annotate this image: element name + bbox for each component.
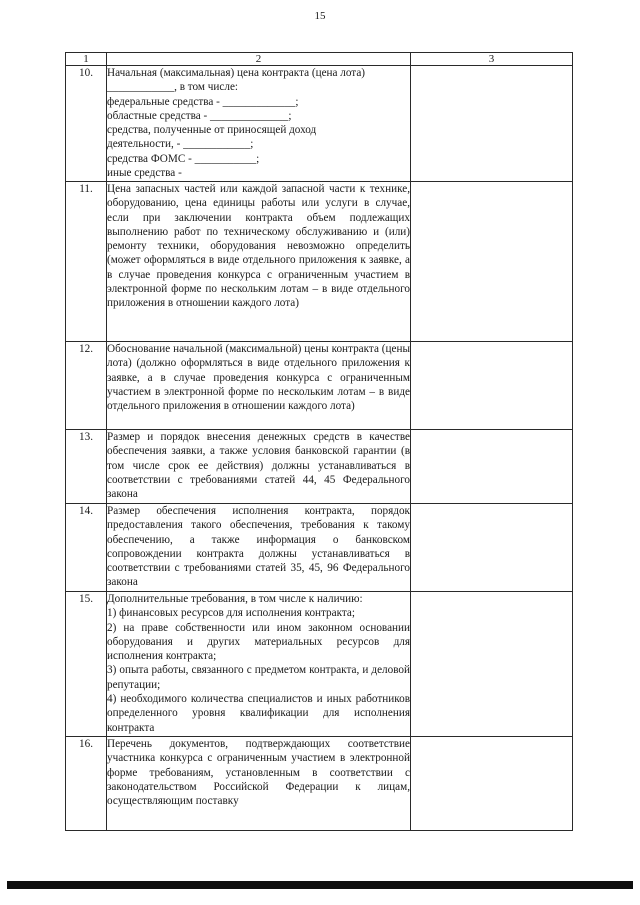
description-paragraph: 1) финансовых ресурсов для исполнения контракта; xyxy=(107,607,355,620)
table-row xyxy=(66,737,573,831)
description-paragraph: 2) на праве собственности или ином законном основании оборудования и других материальных ресурсов для исполнения контракта; xyxy=(107,621,410,663)
row-number: 11. xyxy=(66,182,107,342)
description-paragraph: 4) необходимого количества специалистов и иных работников определенного уровня квалификации для исполнения контракта xyxy=(107,693,410,734)
table-row xyxy=(66,182,573,342)
page-bottom-border xyxy=(7,881,633,889)
row-description: Размер и порядок внесения денежных средств в качестве обеспечения заявки, а также условия банковской гарантии (в том числе срок ее действия) должны устанавливаться в соответствии с требованиями статей 44, 45 Федерального закона xyxy=(107,431,410,501)
row-description: Размер обеспечения исполнения контракта, порядок предоставления такого обеспечения, требования к такому обеспечению, а также информация о банковском сопровождении контракта должны устанавливаться в соответствии с требованиями статей 35, 45, 96 Федерального закона xyxy=(107,505,410,589)
description-line: ____________, в том числе: xyxy=(107,81,239,94)
requirements-table xyxy=(65,52,573,831)
description-line: Начальная (максимальная) цена контракта (цена лота) xyxy=(107,67,366,79)
row-number: 10. xyxy=(66,66,107,182)
row-value-cell xyxy=(411,504,573,592)
description-paragraph: Дополнительные требования, в том числе к наличию: xyxy=(107,593,363,605)
description-line: деятельности, - ____________; xyxy=(107,138,254,151)
table-row xyxy=(66,66,573,182)
row-value-cell xyxy=(411,430,573,504)
row-value-cell xyxy=(411,737,573,831)
description-line: иные средства - xyxy=(107,167,182,180)
row-value-cell xyxy=(411,66,573,182)
row-number: 13. xyxy=(66,430,107,504)
column-header-2: 2 xyxy=(107,53,411,66)
table-row xyxy=(66,430,573,504)
row-description: Цена запасных частей или каждой запасной части к технике, оборудованию, цена единицы работы или услуги в случае, если при заключении контракта объем подлежащих выполнению работ по техническому обслуживанию и (или) ремонту техники, оборудования невозможно определить (может оформляться в виде отдельного приложения к заявке, а в случае проведения конкурса с ограниченным участием в электронной форме по нескольким лотам – в виде отдельного приложения в отношении каждого лота) xyxy=(107,183,410,310)
table-header-row xyxy=(66,53,573,66)
description-line: средства ФОМС - ___________; xyxy=(107,152,260,165)
description-line: областные средства - ______________; xyxy=(107,109,292,122)
table-row xyxy=(66,592,573,737)
row-number: 15. xyxy=(66,592,107,737)
description-line: средства, полученные от приносящей доход xyxy=(107,124,317,137)
row-number: 16. xyxy=(66,737,107,831)
page-number: 15 xyxy=(314,10,326,22)
row-number: 12. xyxy=(66,342,107,430)
row-description: Перечень документов, подтверждающих соответствие участника конкурса с ограниченным участием в электронной форме требованиям, установленным в соответствии с законодательством Российской Федерации к лицам, осуществляющим поставку xyxy=(107,738,410,808)
table-row xyxy=(66,342,573,430)
row-value-cell xyxy=(411,592,573,737)
description-paragraph: 3) опыта работы, связанного с предметом контракта, и деловой репутации; xyxy=(107,664,410,691)
row-number: 14. xyxy=(66,504,107,592)
row-description: Обоснование начальной (максимальной) цены контракта (цены лота) (должно оформляться в виде отдельного приложения к заявке, а в случае проведения конкурса с ограниченным участием в электронной форме по нескольким лотам – в виде отдельного приложения в отношении каждого лота) xyxy=(107,343,410,413)
row-value-cell xyxy=(411,182,573,342)
column-header-1: 1 xyxy=(66,53,107,66)
row-value-cell xyxy=(411,342,573,430)
row-description xyxy=(107,592,411,737)
description-line: федеральные средства - _____________; xyxy=(107,95,299,108)
column-header-3: 3 xyxy=(411,53,573,66)
table-row xyxy=(66,504,573,592)
row-description xyxy=(107,66,411,182)
